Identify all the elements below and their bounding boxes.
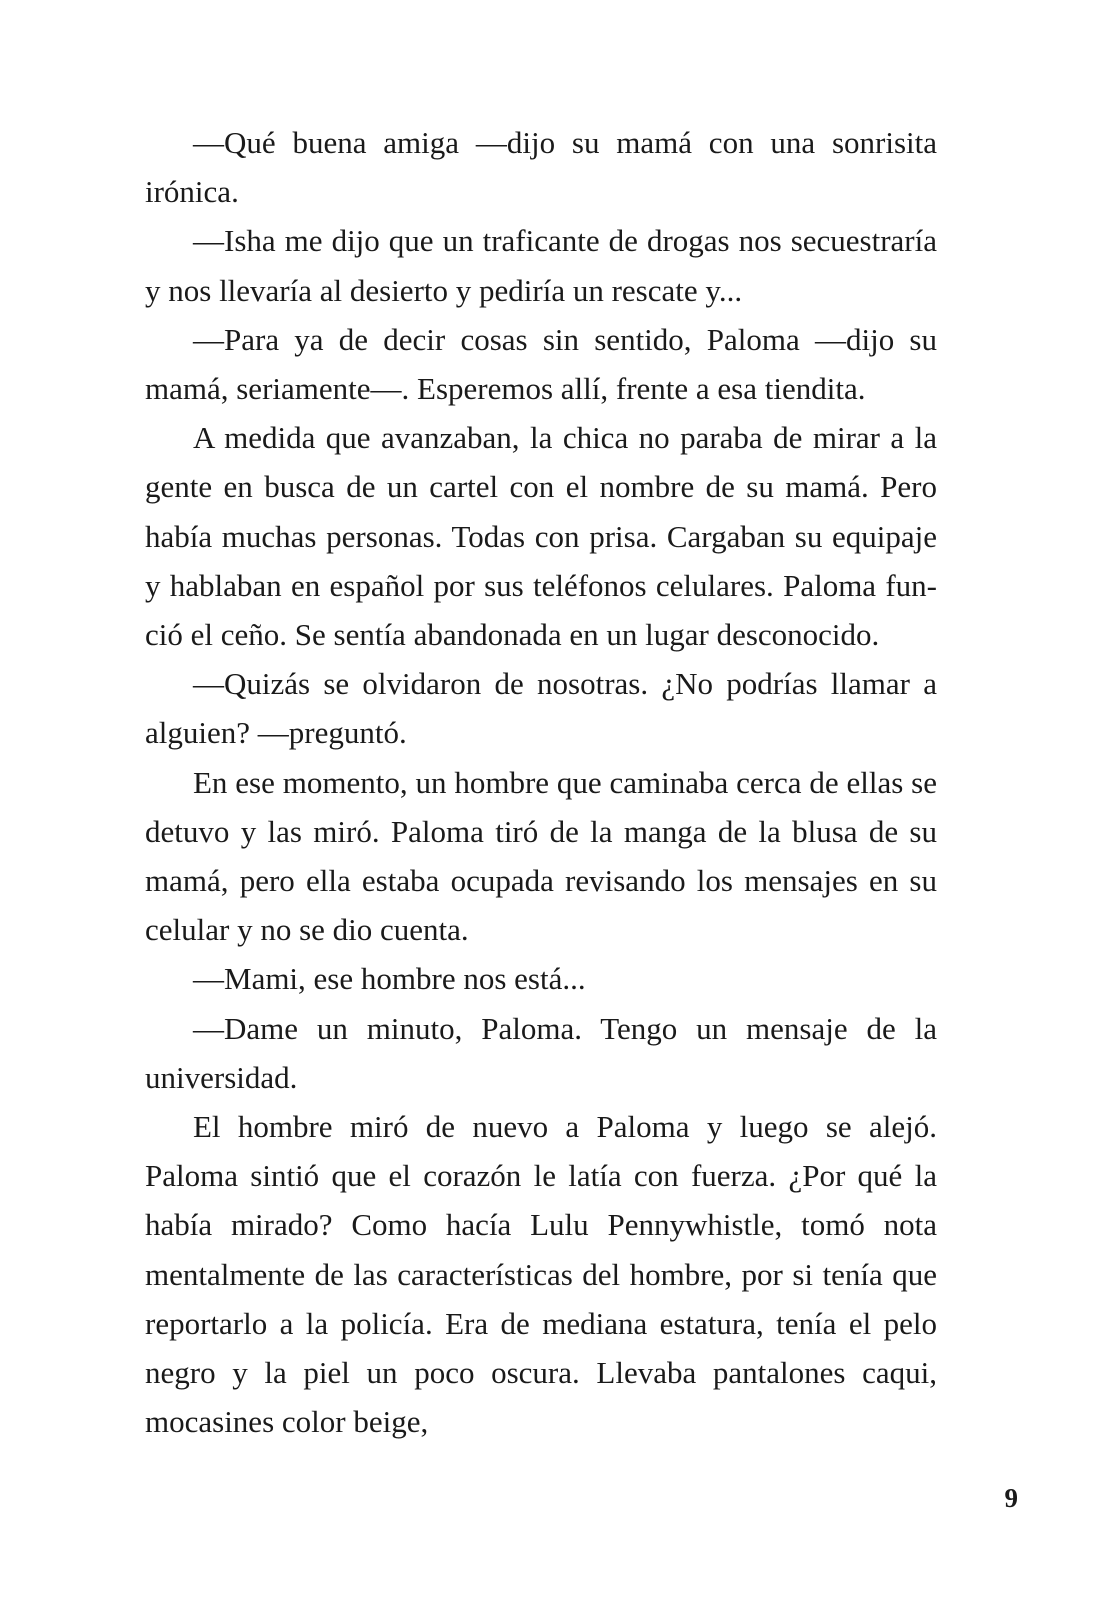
page-number: 9 bbox=[1004, 1483, 1018, 1513]
paragraph: A medida que avanzaban, la chica no paraba de mirar a la gente en busca de un cartel con el nombre de su mamá. Pero había muchas personas. Todas con prisa. Cargaban su equipaje y hablaban en español por sus teléfonos celulares. Paloma funció el ceño. Se sentía abandonada en un lugar desconocido. bbox=[145, 420, 937, 653]
paragraph: El hombre miró de nuevo a Paloma y luego se alejó. Paloma sintió que el corazón le latía con fuerza. ¿Por qué la había mirado? Como hacía Lulu Pennywhistle, tomó nota mentalmente de las características del hombre, por si tenía que reportarlo a la policía. Era de mediana estatura, tenía el pelo negro y la piel un poco oscura. Llevaba pantalones caqui, mocasines color beige, bbox=[145, 1109, 937, 1440]
paragraph: —Quizás se olvidaron de nosotras. ¿No podrías llamar a alguien? —preguntó. bbox=[145, 666, 937, 751]
paragraph: En ese momento, un hombre que caminaba cerca de ellas se detuvo y las miró. Paloma tiró de la manga de la blusa de su mamá, pero ella estaba ocupada revisando los mensajes en su celular y no se dio cuenta. bbox=[145, 764, 937, 948]
paragraph: —Isha me dijo que un traficante de drogas nos secuestraría y nos llevaría al desierto y pediría un rescate y... bbox=[145, 223, 937, 308]
paragraph: —Para ya de decir cosas sin sentido, Paloma —dijo su mamá, seriamente—. Esperemos allí, frente a esa tiendita. bbox=[145, 321, 937, 407]
paragraph: —Mami, ese hombre nos está... bbox=[193, 961, 586, 997]
paragraph: —Dame un minuto, Paloma. Tengo un mensaje de la universidad. bbox=[145, 1010, 937, 1095]
page-body bbox=[145, 118, 937, 1446]
paragraph: —Qué buena amiga —dijo su mamá con una sonrisita irónica. bbox=[145, 125, 937, 210]
